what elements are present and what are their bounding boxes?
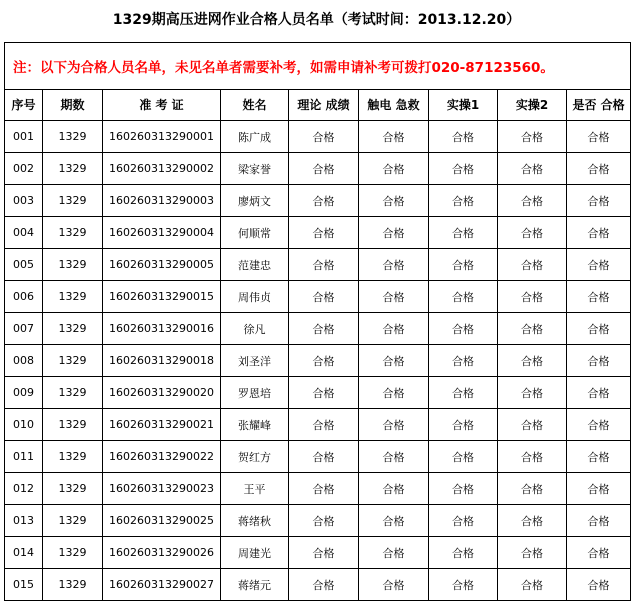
cell-cert: 160260313290023 (103, 473, 221, 505)
cell-name: 刘圣洋 (221, 345, 289, 377)
cell-passed: 合格 (567, 281, 631, 313)
table-row (5, 153, 631, 185)
table-row (5, 345, 631, 377)
notice-row (5, 43, 631, 90)
cell-theory: 合格 (289, 185, 359, 217)
cell-seq: 012 (5, 473, 43, 505)
cell-practice1: 合格 (429, 505, 498, 537)
cell-cert: 160260313290027 (103, 569, 221, 601)
cell-passed: 合格 (567, 185, 631, 217)
cell-name: 徐凡 (221, 313, 289, 345)
cell-shock: 合格 (359, 249, 429, 281)
table-row (5, 537, 631, 569)
cell-shock: 合格 (359, 153, 429, 185)
cell-practice2: 合格 (498, 377, 567, 409)
cell-period: 1329 (43, 217, 103, 249)
cell-practice2: 合格 (498, 121, 567, 153)
cell-period: 1329 (43, 281, 103, 313)
column-header-shock: 触电 急救 (359, 90, 429, 121)
cell-theory: 合格 (289, 345, 359, 377)
cell-theory: 合格 (289, 217, 359, 249)
column-header-practice1: 实操1 (429, 90, 498, 121)
cell-name: 蒋绪秋 (221, 505, 289, 537)
cell-practice1: 合格 (429, 537, 498, 569)
cell-theory: 合格 (289, 473, 359, 505)
table-row (5, 377, 631, 409)
cell-practice1: 合格 (429, 441, 498, 473)
cell-period: 1329 (43, 441, 103, 473)
cell-practice1: 合格 (429, 473, 498, 505)
cell-shock: 合格 (359, 281, 429, 313)
cell-theory: 合格 (289, 313, 359, 345)
cell-cert: 160260313290021 (103, 409, 221, 441)
cell-period: 1329 (43, 153, 103, 185)
cell-cert: 160260313290001 (103, 121, 221, 153)
column-header-passed: 是否 合格 (567, 90, 631, 121)
cell-shock: 合格 (359, 537, 429, 569)
cell-period: 1329 (43, 249, 103, 281)
cell-cert: 160260313290005 (103, 249, 221, 281)
cell-practice2: 合格 (498, 249, 567, 281)
cell-seq: 002 (5, 153, 43, 185)
cell-passed: 合格 (567, 121, 631, 153)
cell-period: 1329 (43, 377, 103, 409)
cell-practice1: 合格 (429, 185, 498, 217)
cell-shock: 合格 (359, 473, 429, 505)
cell-cert: 160260313290026 (103, 537, 221, 569)
column-header-cert: 准 考 证 (103, 90, 221, 121)
column-header-practice2: 实操2 (498, 90, 567, 121)
cell-cert: 160260313290015 (103, 281, 221, 313)
cell-theory: 合格 (289, 409, 359, 441)
cell-shock: 合格 (359, 441, 429, 473)
cell-seq: 009 (5, 377, 43, 409)
cell-practice1: 合格 (429, 569, 498, 601)
cell-practice2: 合格 (498, 281, 567, 313)
column-header-period: 期数 (43, 90, 103, 121)
cell-name: 张耀峰 (221, 409, 289, 441)
cell-seq: 015 (5, 569, 43, 601)
cell-name: 贺红方 (221, 441, 289, 473)
cell-seq: 004 (5, 217, 43, 249)
cell-period: 1329 (43, 505, 103, 537)
cell-seq: 006 (5, 281, 43, 313)
cell-passed: 合格 (567, 537, 631, 569)
cell-practice2: 合格 (498, 345, 567, 377)
cell-passed: 合格 (567, 313, 631, 345)
cell-theory: 合格 (289, 153, 359, 185)
cell-passed: 合格 (567, 409, 631, 441)
cell-name: 罗恩培 (221, 377, 289, 409)
cell-name: 范建忠 (221, 249, 289, 281)
cell-seq: 001 (5, 121, 43, 153)
cell-seq: 010 (5, 409, 43, 441)
cell-theory: 合格 (289, 249, 359, 281)
cell-practice2: 合格 (498, 473, 567, 505)
cell-cert: 160260313290018 (103, 345, 221, 377)
cell-period: 1329 (43, 473, 103, 505)
table-row (5, 441, 631, 473)
cell-theory: 合格 (289, 569, 359, 601)
cell-passed: 合格 (567, 569, 631, 601)
cell-practice2: 合格 (498, 441, 567, 473)
cell-shock: 合格 (359, 505, 429, 537)
cell-passed: 合格 (567, 217, 631, 249)
cell-shock: 合格 (359, 313, 429, 345)
table-row (5, 185, 631, 217)
notice-text: 注：以下为合格人员名单，未见名单者需要补考，如需申请补考可拨打020-87123560。 (5, 43, 631, 90)
table-row (5, 249, 631, 281)
cell-passed: 合格 (567, 505, 631, 537)
cell-seq: 007 (5, 313, 43, 345)
cell-practice1: 合格 (429, 377, 498, 409)
cell-seq: 005 (5, 249, 43, 281)
cell-shock: 合格 (359, 377, 429, 409)
cell-period: 1329 (43, 569, 103, 601)
cell-period: 1329 (43, 409, 103, 441)
cell-passed: 合格 (567, 377, 631, 409)
cell-seq: 014 (5, 537, 43, 569)
cell-theory: 合格 (289, 505, 359, 537)
table-row (5, 473, 631, 505)
cell-name: 周建光 (221, 537, 289, 569)
cell-practice2: 合格 (498, 153, 567, 185)
cell-name: 王平 (221, 473, 289, 505)
cell-practice1: 合格 (429, 249, 498, 281)
cell-passed: 合格 (567, 345, 631, 377)
cell-cert: 160260313290004 (103, 217, 221, 249)
table-row (5, 313, 631, 345)
cell-shock: 合格 (359, 121, 429, 153)
cell-practice2: 合格 (498, 505, 567, 537)
cell-period: 1329 (43, 537, 103, 569)
column-header-theory: 理论 成绩 (289, 90, 359, 121)
table-row (5, 281, 631, 313)
cell-practice2: 合格 (498, 313, 567, 345)
cell-seq: 003 (5, 185, 43, 217)
table-row (5, 121, 631, 153)
cell-practice2: 合格 (498, 185, 567, 217)
table-row (5, 505, 631, 537)
cell-name: 何顺常 (221, 217, 289, 249)
cell-passed: 合格 (567, 473, 631, 505)
cell-seq: 011 (5, 441, 43, 473)
column-header-name: 姓名 (221, 90, 289, 121)
column-header-seq: 序号 (5, 90, 43, 121)
cell-shock: 合格 (359, 217, 429, 249)
cell-period: 1329 (43, 185, 103, 217)
cell-cert: 160260313290025 (103, 505, 221, 537)
cell-theory: 合格 (289, 441, 359, 473)
cell-shock: 合格 (359, 345, 429, 377)
results-table (4, 42, 631, 601)
cell-shock: 合格 (359, 185, 429, 217)
cell-practice1: 合格 (429, 281, 498, 313)
table-row (5, 409, 631, 441)
cell-practice2: 合格 (498, 537, 567, 569)
cell-practice1: 合格 (429, 313, 498, 345)
cell-practice1: 合格 (429, 217, 498, 249)
cell-name: 周伟贞 (221, 281, 289, 313)
cell-period: 1329 (43, 121, 103, 153)
header-row (5, 90, 631, 121)
cell-practice2: 合格 (498, 569, 567, 601)
cell-theory: 合格 (289, 537, 359, 569)
table-row (5, 569, 631, 601)
cell-seq: 008 (5, 345, 43, 377)
cell-seq: 013 (5, 505, 43, 537)
cell-theory: 合格 (289, 281, 359, 313)
cell-practice1: 合格 (429, 121, 498, 153)
cell-cert: 160260313290002 (103, 153, 221, 185)
cell-period: 1329 (43, 313, 103, 345)
cell-cert: 160260313290003 (103, 185, 221, 217)
cell-practice2: 合格 (498, 409, 567, 441)
cell-passed: 合格 (567, 441, 631, 473)
cell-practice1: 合格 (429, 345, 498, 377)
cell-name: 廖炳文 (221, 185, 289, 217)
cell-theory: 合格 (289, 121, 359, 153)
cell-shock: 合格 (359, 569, 429, 601)
page-title: 1329期高压进网作业合格人员名单（考试时间：2013.12.20） (112, 12, 521, 28)
cell-practice2: 合格 (498, 217, 567, 249)
cell-name: 梁家誉 (221, 153, 289, 185)
cell-name: 陈广成 (221, 121, 289, 153)
table-row (5, 217, 631, 249)
cell-cert: 160260313290020 (103, 377, 221, 409)
cell-period: 1329 (43, 345, 103, 377)
cell-practice1: 合格 (429, 409, 498, 441)
cell-name: 蒋绪元 (221, 569, 289, 601)
cell-shock: 合格 (359, 409, 429, 441)
cell-passed: 合格 (567, 249, 631, 281)
cell-practice1: 合格 (429, 153, 498, 185)
cell-theory: 合格 (289, 377, 359, 409)
cell-cert: 160260313290022 (103, 441, 221, 473)
cell-cert: 160260313290016 (103, 313, 221, 345)
cell-passed: 合格 (567, 153, 631, 185)
